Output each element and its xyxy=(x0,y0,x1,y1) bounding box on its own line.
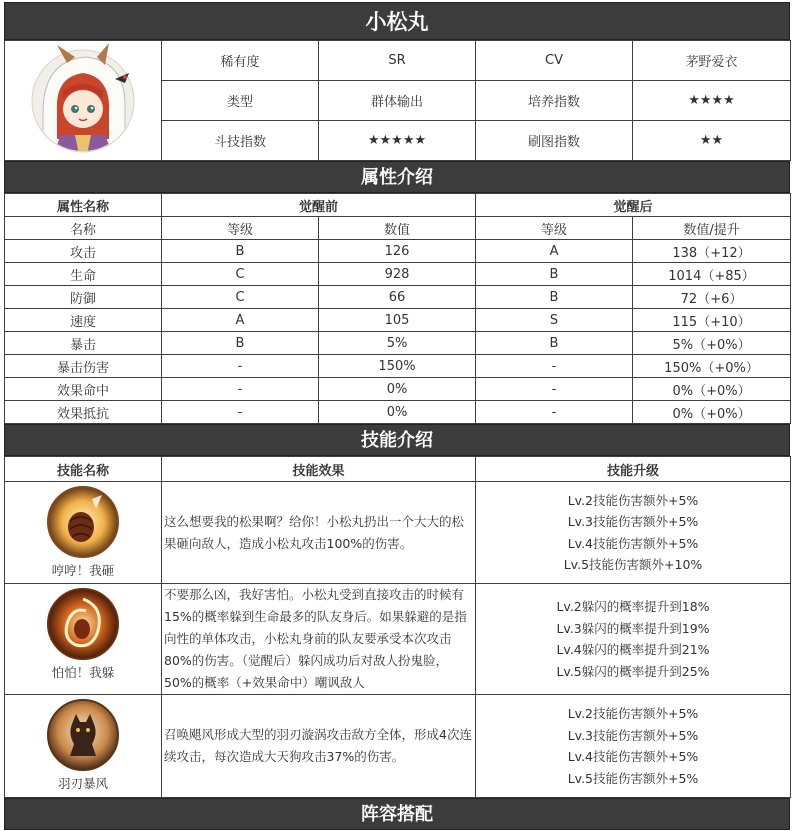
skill-effect: 召唤飓风形成大型的羽刃漩涡攻击敌方全体，形成4次连续攻击，每次造成大天狗攻击37%的伤害。 xyxy=(162,695,476,798)
attr-cell: 0%（+0%） xyxy=(633,378,791,401)
attr-cell: B xyxy=(476,263,633,286)
portrait-cell xyxy=(5,41,162,161)
skill-upgrade-line: Lv.5技能伤害额外+10% xyxy=(563,557,703,572)
skill-name-cell xyxy=(5,584,162,695)
attr-row xyxy=(5,263,791,286)
info-value: ★★★★★ xyxy=(319,121,476,161)
info-label: 稀有度 xyxy=(162,41,319,81)
attr-cell: B xyxy=(476,332,633,355)
attr-subheader: 名称 xyxy=(5,217,162,240)
attr-row xyxy=(5,240,791,263)
attr-cell: B xyxy=(162,240,319,263)
attr-subheader: 数值 xyxy=(319,217,476,240)
attributes-table xyxy=(4,193,791,424)
attr-cell: B xyxy=(476,286,633,309)
attr-cell: 攻击 xyxy=(5,240,162,263)
attr-cell: B xyxy=(162,332,319,355)
character-portrait xyxy=(27,43,139,155)
skill-upgrades xyxy=(476,584,791,695)
attr-cell: 138（+12） xyxy=(633,240,791,263)
attr-subheader: 等级 xyxy=(162,217,319,240)
skill-upgrade-line: Lv.4技能伤害额外+5% xyxy=(567,749,699,764)
skill-row xyxy=(5,584,791,695)
skill-row xyxy=(5,695,791,798)
attr-cell: S xyxy=(476,309,633,332)
skill-upgrade-line: Lv.3技能伤害额外+5% xyxy=(567,727,699,743)
attr-row xyxy=(5,309,791,332)
attr-subheader: 等级 xyxy=(476,217,633,240)
skill-name-cell xyxy=(5,695,162,798)
info-label: 培养指数 xyxy=(476,81,633,121)
attr-cell: 暴击伤害 xyxy=(5,355,162,378)
skill-row xyxy=(5,482,791,584)
skill-header-upgrade: 技能升级 xyxy=(476,457,791,482)
attr-header-name: 属性名称 xyxy=(5,194,162,217)
attr-cell: 速度 xyxy=(5,309,162,332)
attr-cell: 72（+6） xyxy=(633,286,791,309)
info-label: 刷图指数 xyxy=(476,121,633,161)
info-label: 斗技指数 xyxy=(162,121,319,161)
attributes-section-title: 属性介绍 xyxy=(4,161,790,193)
attr-cell: 生命 xyxy=(5,263,162,286)
attr-cell: 126 xyxy=(319,240,476,263)
tengu-skill-icon xyxy=(46,698,120,772)
info-label: CV xyxy=(476,41,633,81)
attr-header-after: 觉醒后 xyxy=(476,194,791,217)
attr-cell: 暴击 xyxy=(5,332,162,355)
attr-cell: 150%（+0%） xyxy=(633,355,791,378)
attr-cell: - xyxy=(162,355,319,378)
info-value: ★★ xyxy=(633,121,791,161)
skill-name: 哼哼！我砸 xyxy=(51,563,115,578)
attr-cell: 5% xyxy=(319,332,476,355)
info-value: ★★★★ xyxy=(633,81,791,121)
attr-cell: - xyxy=(162,378,319,401)
info-label: 类型 xyxy=(162,81,319,121)
skill-name: 怕怕！我躲 xyxy=(51,665,115,680)
skill-header-name: 技能名称 xyxy=(5,457,162,482)
skill-upgrade-line: Lv.5技能伤害额外+5% xyxy=(567,770,699,786)
attr-row xyxy=(5,332,791,355)
attr-cell: 效果命中 xyxy=(5,378,162,401)
attr-header-before: 觉醒前 xyxy=(162,194,476,217)
info-value: SR xyxy=(319,41,476,81)
attr-cell: 0% xyxy=(319,378,476,401)
attr-cell: - xyxy=(162,401,319,424)
skills-section-title: 技能介绍 xyxy=(4,424,790,456)
skill-name-cell xyxy=(5,482,162,584)
attr-cell: 928 xyxy=(319,263,476,286)
skill-upgrades xyxy=(476,482,791,584)
attr-cell: 115（+10） xyxy=(633,309,791,332)
attr-cell: 105 xyxy=(319,309,476,332)
skill-upgrade-line: Lv.2躲闪的概率提升到18% xyxy=(556,599,710,614)
attr-cell: C xyxy=(162,286,319,309)
attr-cell: 效果抵抗 xyxy=(5,401,162,424)
attr-cell: 5%（+0%） xyxy=(633,332,791,355)
skill-upgrade-line: Lv.2技能伤害额外+5% xyxy=(567,492,699,508)
info-table xyxy=(4,40,791,161)
skill-effect: 这么想要我的松果啊？给你！小松丸扔出一个大大的松果砸向敌人，造成小松丸攻击100%的伤害。 xyxy=(162,482,476,584)
skills-table xyxy=(4,456,791,798)
attr-row xyxy=(5,355,791,378)
attr-subheader: 数值/提升 xyxy=(633,217,791,240)
skill-upgrade-line: Lv.3躲闪的概率提升到19% xyxy=(556,620,710,636)
skill-upgrade-line: Lv.5躲闪的概率提升到25% xyxy=(556,663,710,679)
attr-cell: 1014（+85） xyxy=(633,263,791,286)
attr-cell: 150% xyxy=(319,355,476,378)
attr-cell: 0% xyxy=(319,401,476,424)
attr-cell: 防御 xyxy=(5,286,162,309)
skill-upgrade-line: Lv.3技能伤害额外+5% xyxy=(567,514,699,529)
info-value: 群体输出 xyxy=(319,81,476,121)
skill-name: 羽刃暴风 xyxy=(57,776,108,791)
skill-upgrade-line: Lv.4躲闪的概率提升到21% xyxy=(556,642,710,657)
dodge-skill-icon xyxy=(46,587,120,661)
page-title: 小松丸 xyxy=(4,2,790,40)
skill-upgrade-line: Lv.2技能伤害额外+5% xyxy=(567,706,699,721)
character-page xyxy=(4,2,790,830)
skill-upgrade-line: Lv.4技能伤害额外+5% xyxy=(567,535,699,551)
attr-row xyxy=(5,286,791,309)
attr-cell: 66 xyxy=(319,286,476,309)
info-value: 茅野爱衣 xyxy=(633,41,791,81)
attr-cell: - xyxy=(476,355,633,378)
attr-cell: C xyxy=(162,263,319,286)
skill-effect: 不要那么凶，我好害怕。小松丸受到直接攻击的时候有15%的概率躲到生命最多的队友身后。如果躲避的是指向性的单体攻击，小松丸身前的队友要承受本次攻击80%的伤害。（觉醒后）躲闪成功后对敌人扮鬼脸，50%的概率（+效果命中）嘲讽敌人 xyxy=(162,584,476,695)
skill-upgrades xyxy=(476,695,791,798)
pinecone-skill-icon xyxy=(46,485,120,559)
lineup-section-title: 阵容搭配 xyxy=(4,798,790,830)
attr-row xyxy=(5,378,791,401)
attr-cell: - xyxy=(476,378,633,401)
attr-cell: - xyxy=(476,401,633,424)
attr-cell: A xyxy=(162,309,319,332)
skill-header-effect: 技能效果 xyxy=(162,457,476,482)
attr-row xyxy=(5,401,791,424)
attr-cell: 0%（+0%） xyxy=(633,401,791,424)
attr-cell: A xyxy=(476,240,633,263)
